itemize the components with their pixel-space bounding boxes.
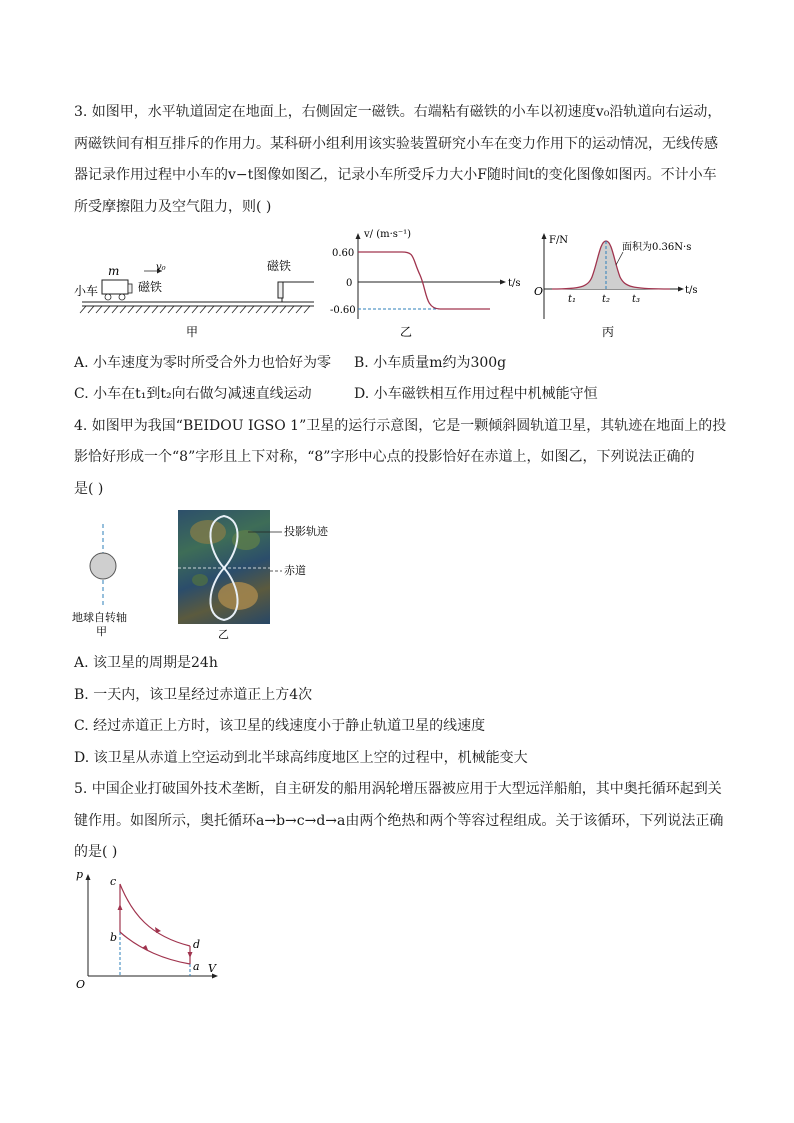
q5-line-2: 键作用。如图所示，奥托循环a→b→c→d→a由两个绝热和两个等容过程组成。关于该循环，下列说法正确 — [74, 813, 724, 829]
q4-line-3: 是( ) — [74, 481, 104, 497]
car-magnet-label: 磁铁 — [138, 280, 163, 294]
fixed-magnet — [278, 282, 283, 298]
caption-jia: 甲 — [186, 325, 199, 339]
v-axis-label: v/ (m·s⁻¹) — [364, 229, 412, 240]
car-magnet — [128, 284, 132, 293]
q4-figure-jia — [70, 520, 150, 638]
q3-line-1: 3. 如图甲，水平轨道固定在地面上，右侧固定一磁铁。右端粘有磁铁的小车以初速度v₀沿轨道向右运动， — [74, 104, 722, 120]
q3-option-a[interactable]: A. 小车速度为零时所受合外力也恰好为零 — [74, 355, 332, 371]
q3-figure-bing — [530, 225, 710, 343]
t-axis-label-bing: t/s — [685, 285, 698, 296]
F-axis-label: F/N — [549, 235, 569, 246]
q5-pv-diagram — [70, 864, 230, 992]
q3-option-b[interactable]: B. 小车质量m约为300g — [354, 355, 507, 371]
t2-label: t₂ — [602, 294, 611, 305]
process-c-to-d — [120, 884, 190, 946]
earth-icon — [90, 553, 116, 579]
q3-figure-yi — [330, 225, 530, 343]
car-label: 小车 — [74, 284, 99, 298]
q4-option-d[interactable]: D. 该卫星从赤道上空运动到北半球高纬度地区上空的过程中，机械能变大 — [74, 750, 528, 766]
equator-label: 赤道 — [284, 564, 306, 577]
q5-line-1: 5. 中国企业打破国外技术垄断，自主研发的船用涡轮增压器被应用于大型远洋船舶，其中奥托循环起到关 — [74, 781, 722, 797]
q5-line-3: 的是( ) — [74, 844, 118, 860]
area-label: 面积为0.36N·s — [622, 242, 692, 253]
point-b-label: b — [110, 931, 118, 944]
v0-label: v₀ — [156, 262, 166, 273]
caption-yi: 乙 — [400, 325, 413, 339]
q4-option-b[interactable]: B. 一天内，该卫星经过赤道正上方4次 — [74, 687, 313, 703]
tick-0: 0 — [346, 278, 353, 289]
t-axis-label: t/s — [508, 278, 521, 289]
point-a-label: a — [193, 960, 200, 973]
point-c-label: c — [110, 875, 117, 888]
earth-axis-label: 地球自转轴 — [72, 611, 127, 624]
caption-q4-yi: 乙 — [218, 628, 229, 640]
q4-line-2: 影恰好形成一个“8”字形且上下对称，“8”字形中心点的投影恰好在赤道上，如图乙，下列说法正确的 — [74, 449, 695, 465]
car-body — [102, 280, 128, 294]
q3-line-3: 器记录作用过程中小车的v−t图像如图乙，记录小车所受斥力大小F随时间t的变化图像如图丙。不计小车 — [74, 167, 717, 183]
caption-bing: 丙 — [602, 325, 615, 339]
t1-label: t₁ — [568, 294, 577, 305]
q3-line-2: 两磁铁间有相互排斥的作用力。某科研小组利用该实验装置研究小车在变力作用下的运动情况，无线传感 — [74, 136, 718, 152]
q3-figure-jia — [74, 250, 324, 342]
fixed-magnet-label: 磁铁 — [267, 259, 292, 273]
q4-option-a[interactable]: A. 该卫星的周期是24h — [74, 655, 218, 671]
q4-option-c[interactable]: C. 经过赤道正上方时，该卫星的线速度小于静止轨道卫星的线速度 — [74, 718, 486, 734]
velocity-curve — [358, 252, 490, 309]
tick-0.60: 0.60 — [332, 248, 355, 259]
mass-label: m — [108, 264, 120, 278]
tick-neg-0.60: -0.60 — [330, 305, 356, 316]
q3-option-d[interactable]: D. 小车磁铁相互作用过程中机械能守恒 — [354, 386, 598, 402]
q4-figure-yi-labels — [178, 510, 338, 640]
p-axis-label: p — [76, 868, 84, 881]
q4-line-1: 4. 如图甲为我国“BEIDOU IGSO 1”卫星的运行示意图，它是一颗倾斜圆轨道卫星，其轨迹在地面上的投 — [74, 418, 727, 434]
origin-label: O — [534, 285, 544, 298]
caption-q4-jia: 甲 — [96, 625, 107, 638]
point-d-label: d — [193, 938, 201, 951]
t3-label: t₃ — [632, 294, 641, 305]
track-label: 投影轨迹 — [284, 525, 328, 538]
V-axis-label: V — [208, 962, 216, 975]
process-a-to-b — [120, 932, 190, 964]
q3-line-4: 所受摩擦阻力及空气阻力，则( ) — [74, 199, 272, 215]
q3-option-c[interactable]: C. 小车在t₁到t₂向右做匀减速直线运动 — [74, 386, 312, 402]
origin-q5: O — [76, 978, 86, 991]
